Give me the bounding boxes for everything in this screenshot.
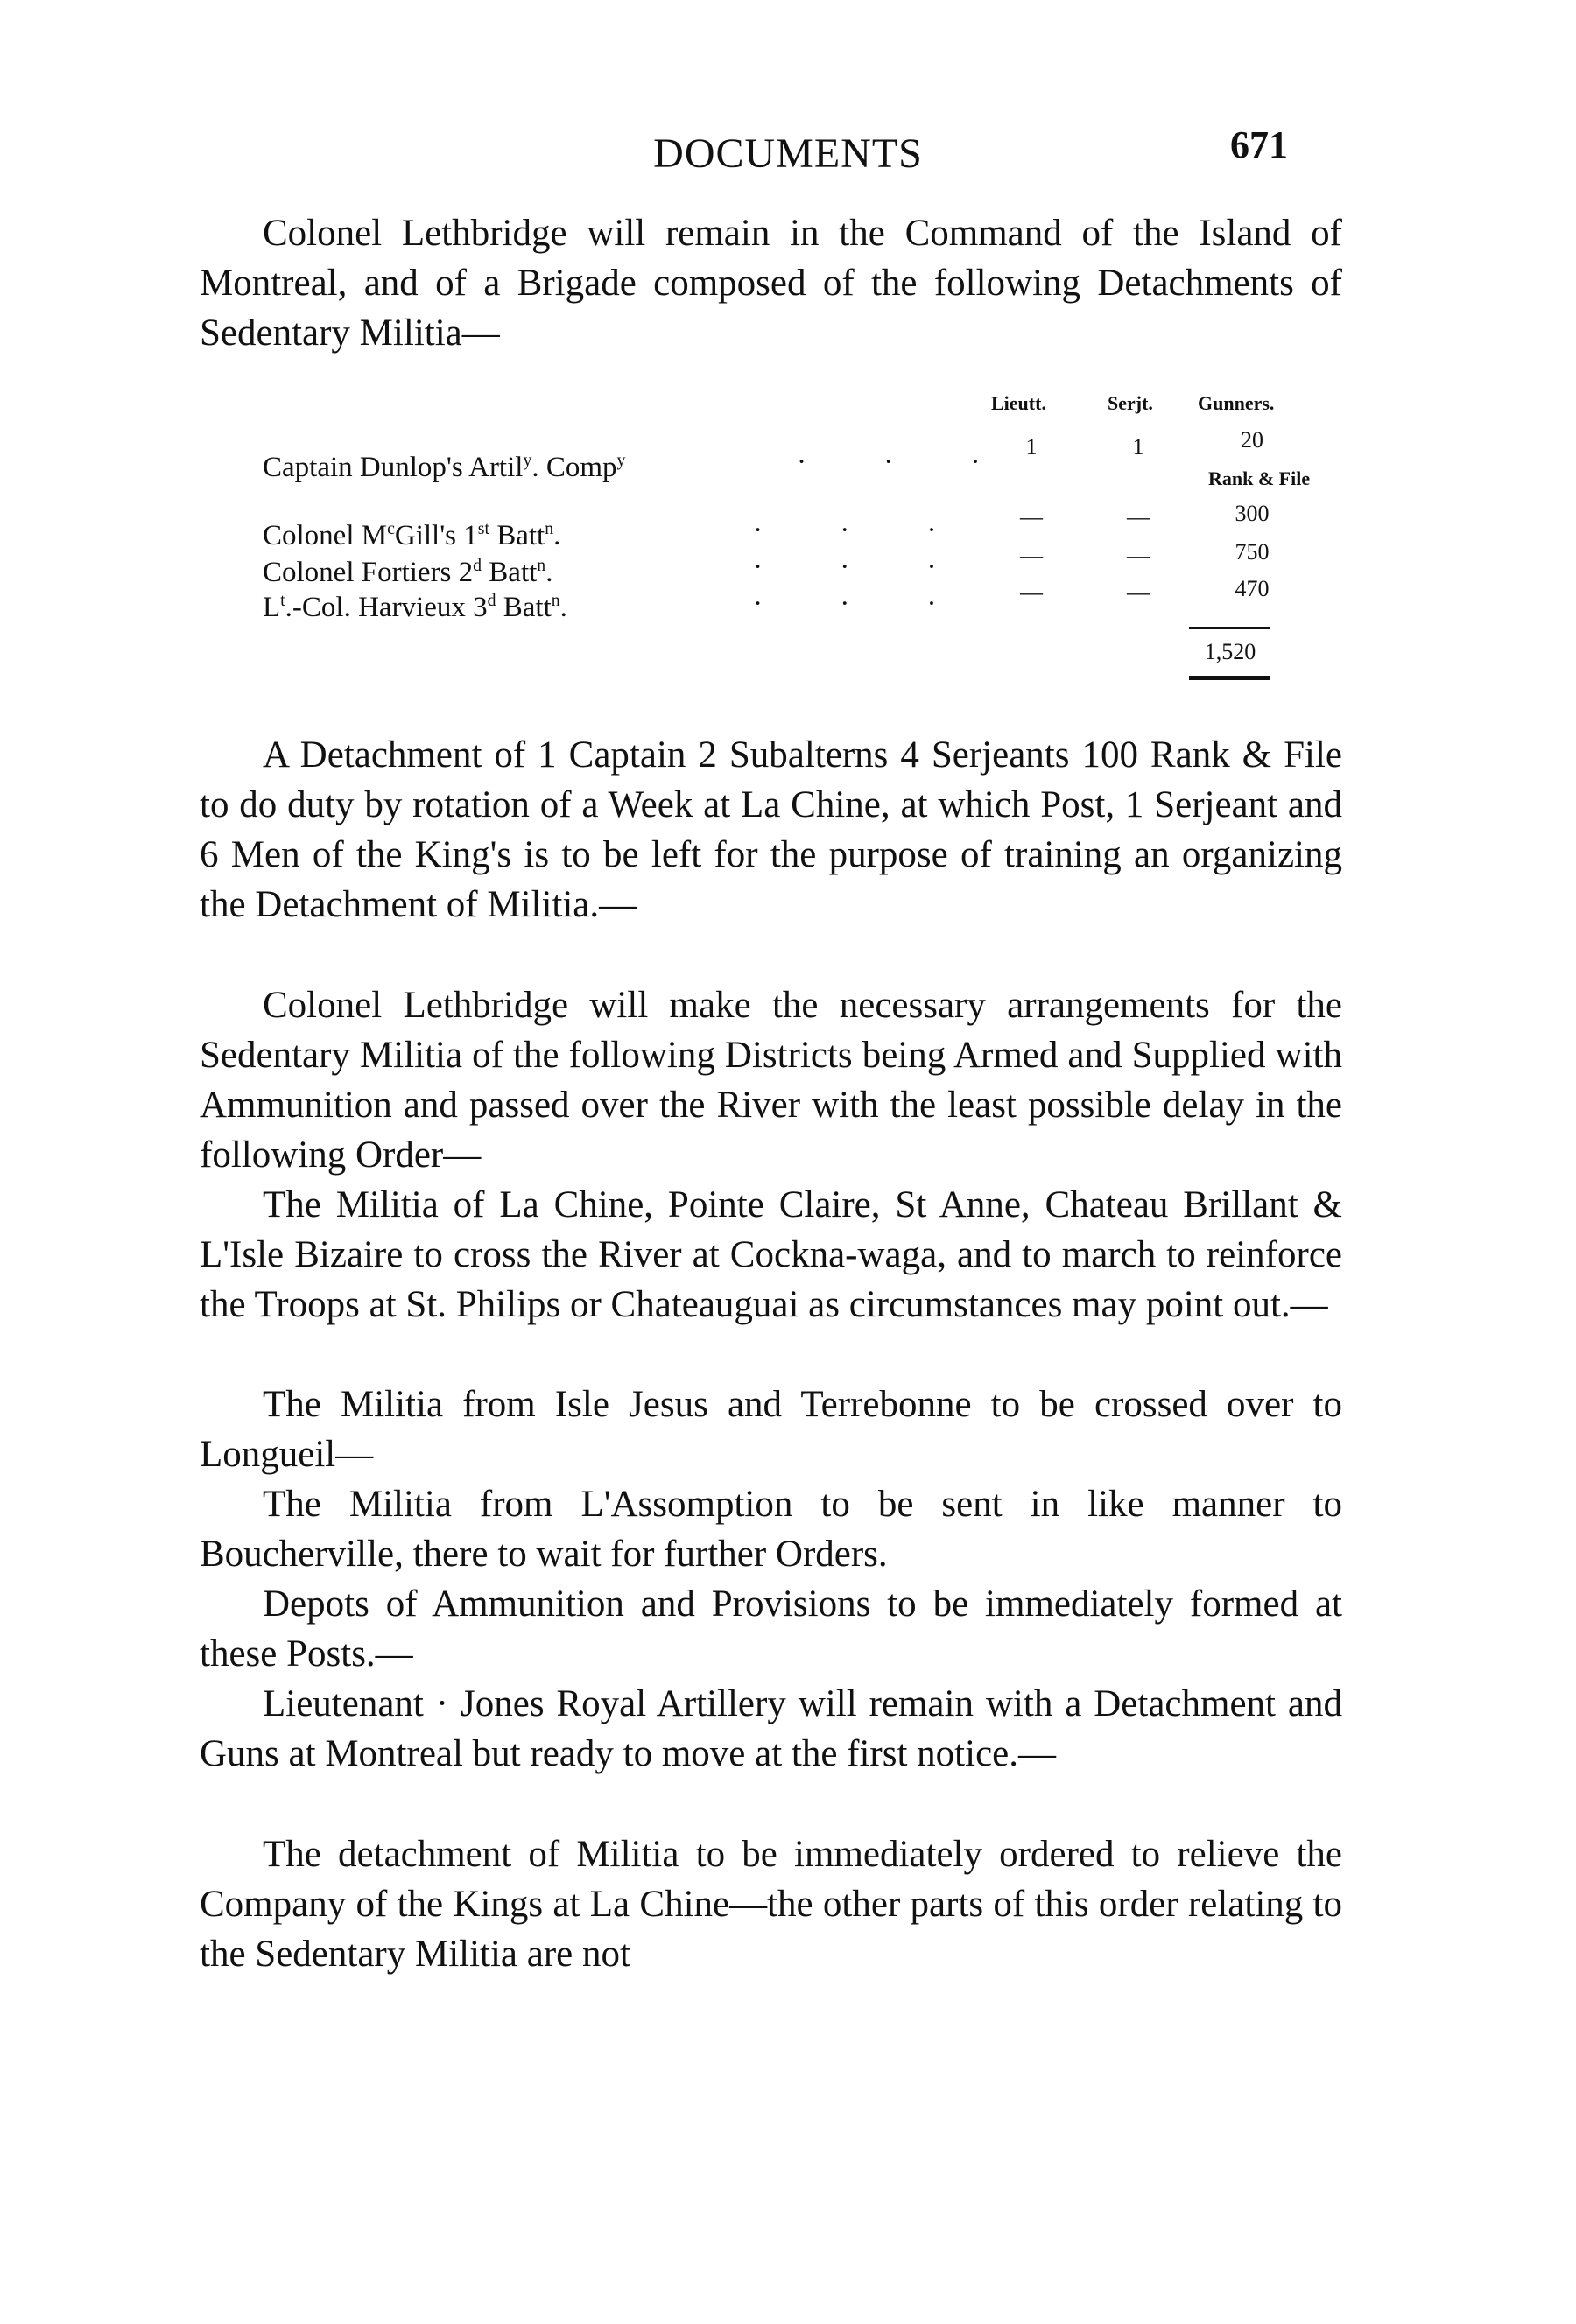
roster-total: 1,520 <box>1204 639 1256 664</box>
column-header-gunners: Gunners. <box>1198 392 1275 414</box>
column-header-serjeant: Serjt. <box>1108 392 1153 414</box>
roster-row-label: $L^t$.-Col. Harvieux 3$^d$ Batt$^n$. <box>263 591 567 623</box>
leader-dots: · · · <box>753 515 972 546</box>
paragraph: The detachment of Militia to be immediately ordered to relieve the Company of the Kings at La Chine—the other parts of this order relating to the Sedentary Militia are not <box>200 1834 1342 1975</box>
roster-cell-count: 20 <box>1241 427 1263 453</box>
militia-roster-table <box>263 392 1348 707</box>
roster-cell-serjeant: — <box>1127 579 1150 605</box>
roster-cell-lieutenant: — <box>1020 504 1043 530</box>
roster-row-label: Colonel Fortiers 2$^d$ Batt$^n$. <box>263 556 553 588</box>
roster-cell-serjeant: — <box>1127 504 1150 530</box>
rank-file-label: Rank & File <box>1208 467 1311 489</box>
paragraph: The Militia of La Chine, Pointe Claire, St Anne, Chateau Brillant & L'Isle Bizaire to cross the River at Cockna-waga, and to march to reinforce the Troops at St. Philips or Chateauguai as circumstances may point out.— <box>200 1184 1342 1325</box>
roster-cell-lieutenant: — <box>1020 579 1043 605</box>
paragraph: A Detachment of 1 Captain 2 Subalterns 4 Serjeants 100 Rank & File to do duty by rotation of a Week at La Chine, at which Post, 1 Serjeant and 6 Men of the King's is to be left for the purpose of training an organizing the Detachment of Militia.— <box>200 734 1342 925</box>
roster-row-label: Captain Dunlop's Artil$^y$. Comp$^y$ <box>263 451 626 483</box>
paragraph: Lieutenant · Jones Royal Artillery will remain with a Detachment and Guns at Montreal but ready to move at the first notice.— <box>200 1683 1342 1774</box>
roster-cell-lieutenant: — <box>1020 543 1043 568</box>
roster-cell-serjeant: — <box>1127 543 1150 568</box>
page-number: 671 <box>1230 123 1288 166</box>
paragraph: The Militia from Isle Jesus and Terrebonne to be crossed over to Longueil— <box>200 1384 1342 1475</box>
column-header-lieutenant: Lieutt. <box>991 392 1046 414</box>
roster-row-label: Colonel $M^cGill's$ 1st Batt$^n$. <box>263 519 561 551</box>
paragraph: The Militia from L'Assomption to be sent in like manner to Boucherville, there to wait for further Orders. <box>200 1484 1342 1575</box>
leader-dots: · · · <box>797 446 1016 478</box>
leader-dots: · · · <box>753 588 972 620</box>
roster-cell-count: 470 <box>1235 576 1270 601</box>
total-double-rule <box>1189 676 1270 680</box>
paragraph: Colonel Lethbridge will remain in the Command of the Island of Montreal, and of a Brigade composed of the following Detachments of Sedentary Militia— <box>200 213 1342 354</box>
roster-cell-count: 750 <box>1235 539 1270 565</box>
running-head <box>0 123 1576 191</box>
paragraph: Depots of Ammunition and Provisions to be immediately formed at these Posts.— <box>200 1583 1342 1675</box>
roster-cell-count: 300 <box>1235 501 1270 526</box>
page-title: DOCUMENTS <box>653 130 923 177</box>
roster-cell-lieutenant: 1 <box>1025 434 1038 460</box>
roster-cell-serjeant: 1 <box>1132 434 1144 460</box>
leader-dots: · · · <box>753 551 972 583</box>
paragraph: Colonel Lethbridge will make the necessary arrangements for the Sedentary Militia of the following Districts being Armed and Supplied with Ammunition and passed over the River with the least possible delay in the following Order— <box>200 985 1342 1176</box>
sum-rule <box>1189 627 1270 629</box>
